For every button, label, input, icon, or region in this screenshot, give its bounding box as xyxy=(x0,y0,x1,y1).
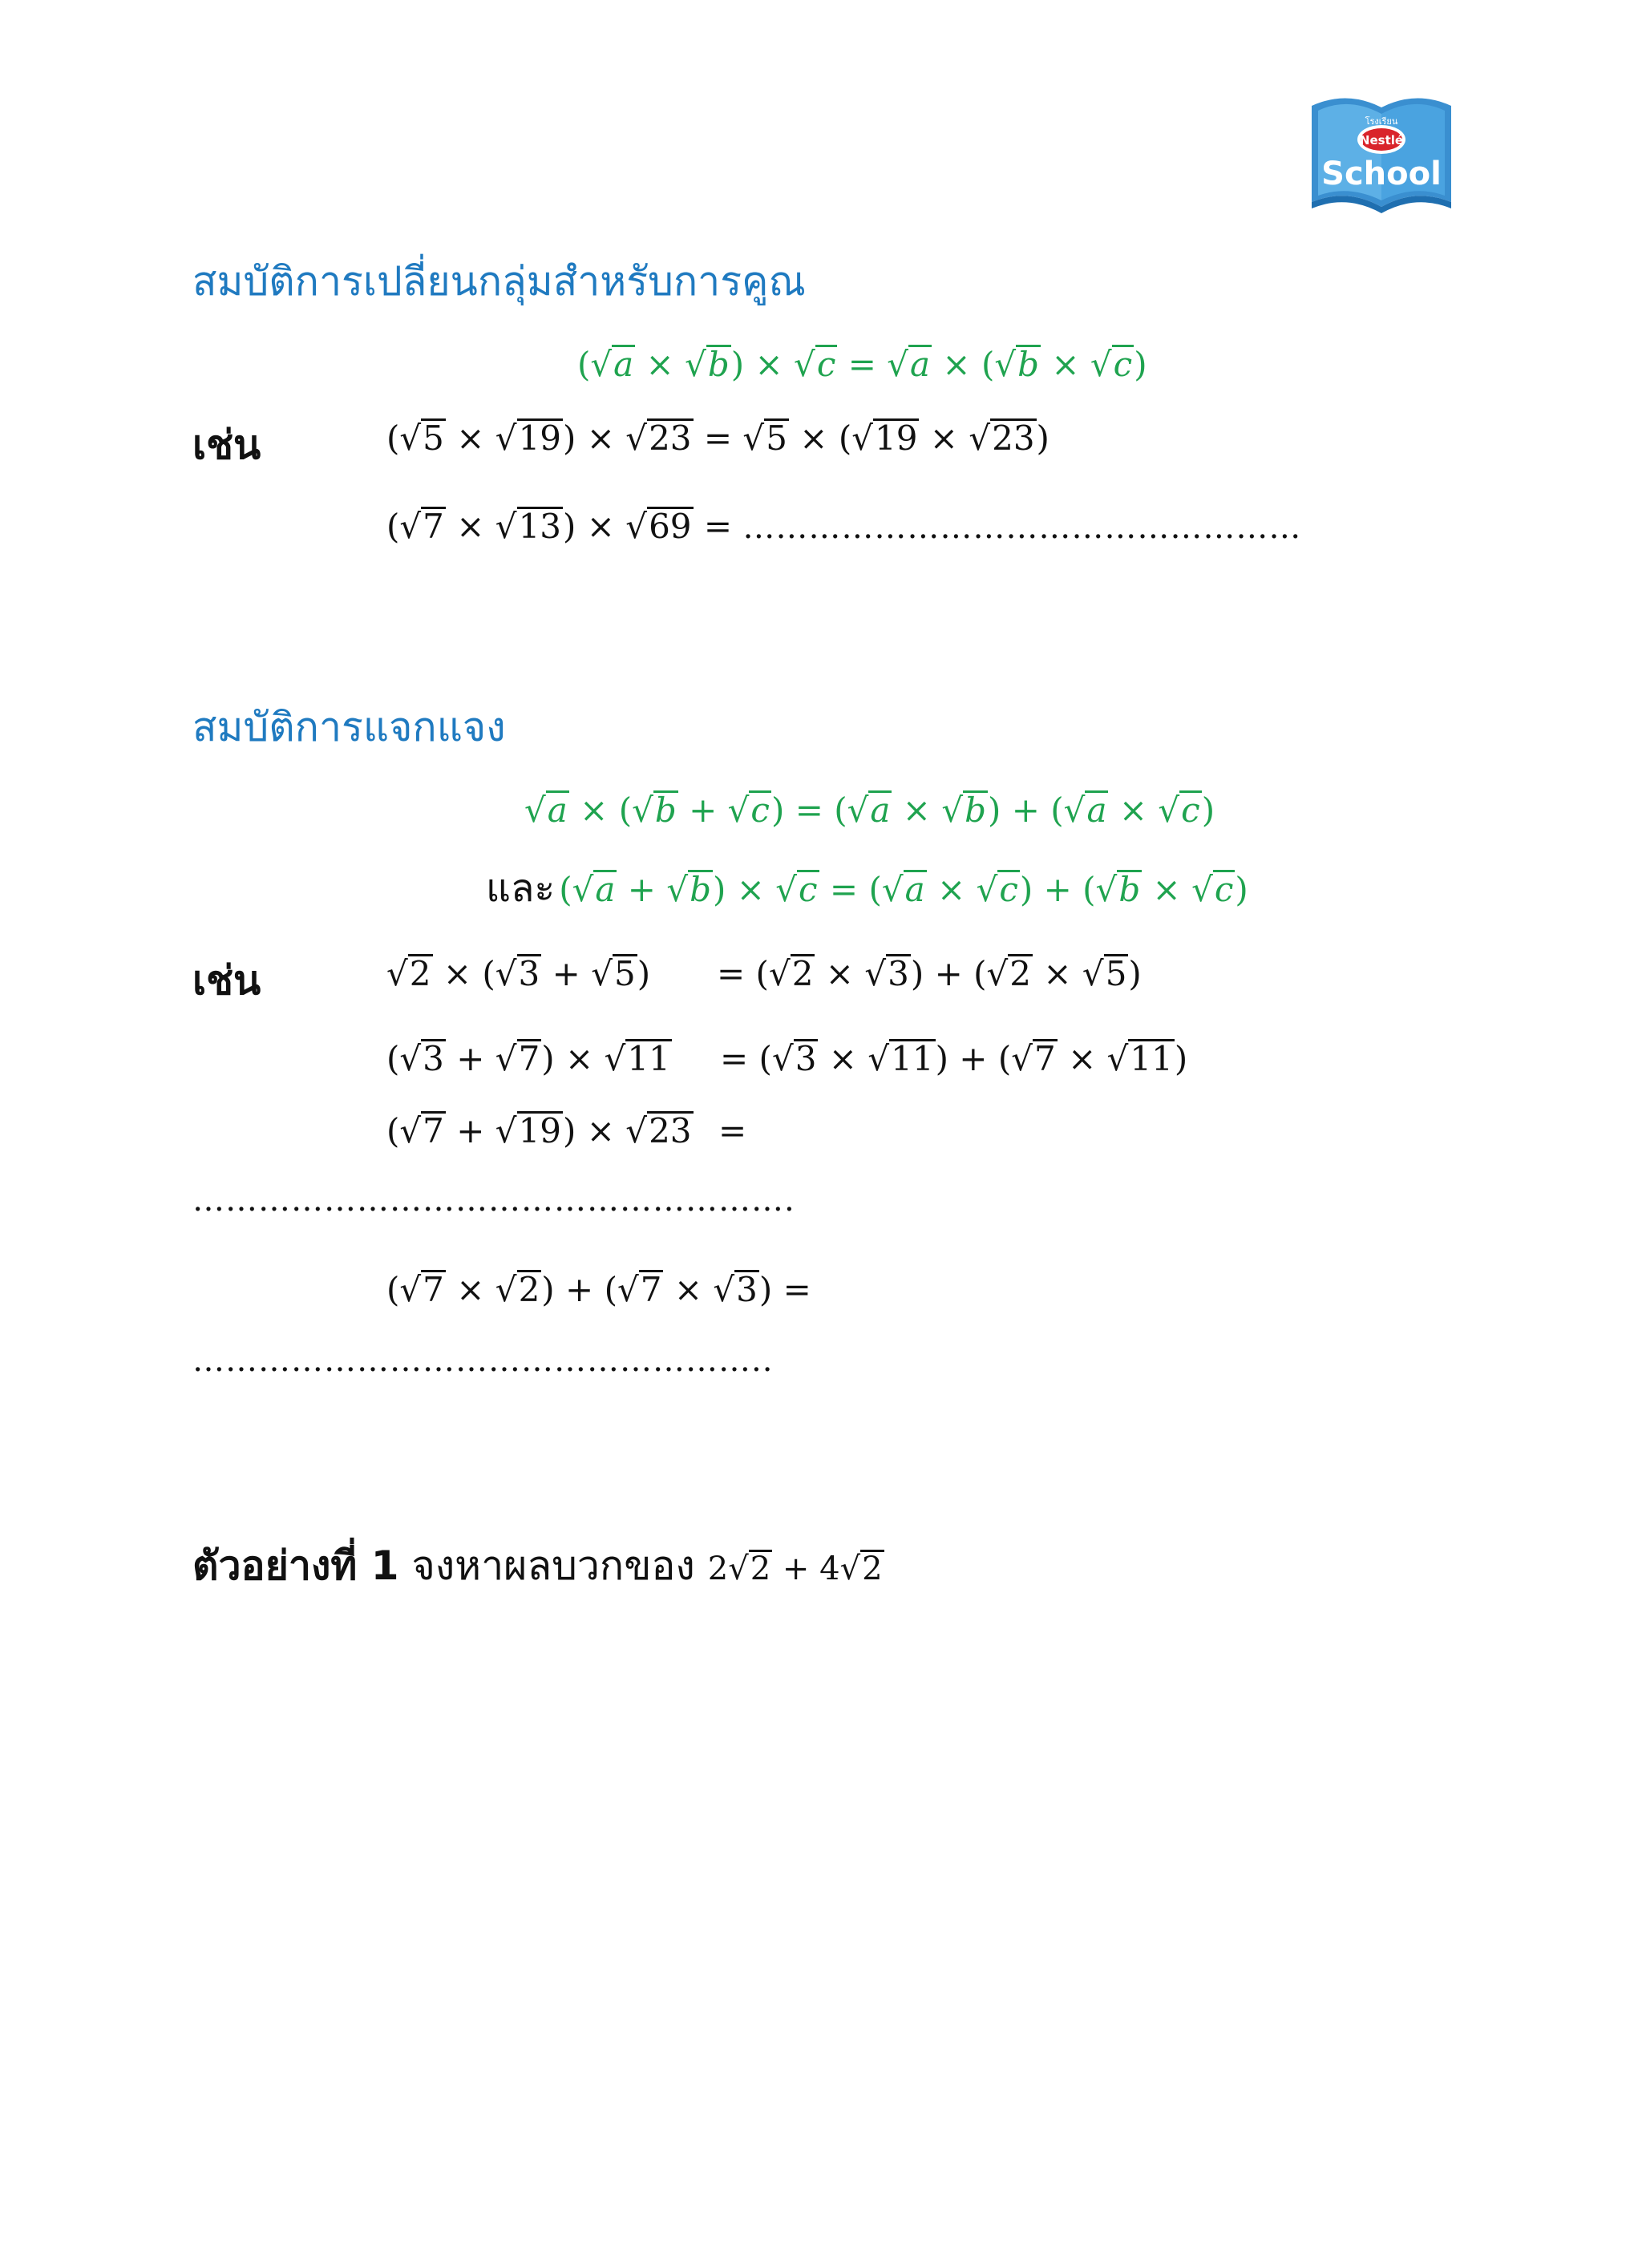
answer-blank-3[interactable]: …………………………………………….. xyxy=(192,1342,774,1379)
nestle-school-logo xyxy=(1307,90,1456,215)
example-1-label: ตัวอย่างที่ 1 xyxy=(192,1542,399,1589)
distributive-example-label: เช่น xyxy=(192,957,261,1004)
svg-text:โรงเรียน: โรงเรียน xyxy=(1365,116,1398,127)
associative-formula: (√a × √b) × √c = √a × (√b × √c) xyxy=(577,345,1147,384)
example-1-expression: 2√2 + 4√2 xyxy=(707,1550,883,1587)
associative-example-label: เช่น xyxy=(192,422,261,468)
distributive-example-3-lhs: (√7 + √19) × √23 xyxy=(386,1111,692,1150)
distributive-formula-2: และ (√a + √b) × √c = (√a × √c) + (√b × √c) xyxy=(486,866,1248,911)
example-1 xyxy=(192,1534,884,1598)
answer-blank-2[interactable]: ………………………………………………. xyxy=(192,1182,795,1219)
distributive-example-4: (√7 × √2) + (√7 × √3) = xyxy=(386,1270,811,1309)
distributive-formula-1: √a × (√b + √c) = (√a × √b) + (√a × √c) xyxy=(524,790,1215,830)
distributive-heading: สมบัติการแจกแจง xyxy=(192,704,506,750)
distributive-example-1-rhs: = (√2 × √3) + (√2 × √5) xyxy=(717,954,1142,993)
associative-example-1: (√5 × √19) × √23 = √5 × (√19 × √23) xyxy=(386,418,1050,458)
svg-text:School: School xyxy=(1321,156,1442,192)
associative-example-2: (√7 × √13) × √69 = …………………………………………… xyxy=(386,507,1302,546)
distributive-example-2-rhs: = (√3 × √11) + (√7 × √11) xyxy=(720,1039,1188,1078)
distributive-example-2-lhs: (√3 + √7) × √11 xyxy=(386,1039,670,1078)
answer-blank[interactable]: …………………………………………… xyxy=(742,509,1302,546)
svg-text:Nestlé: Nestlé xyxy=(1359,133,1404,148)
associative-heading: สมบัติการเปลี่ยนกลุ่มสำหรับการคูณ xyxy=(192,258,806,305)
and-word: และ xyxy=(486,866,556,911)
distributive-example-3-equals: = xyxy=(718,1111,747,1150)
distributive-example-1-lhs: √2 × (√3 + √5) xyxy=(386,954,651,993)
example-1-text: จงหาผลบวกของ xyxy=(411,1542,695,1589)
